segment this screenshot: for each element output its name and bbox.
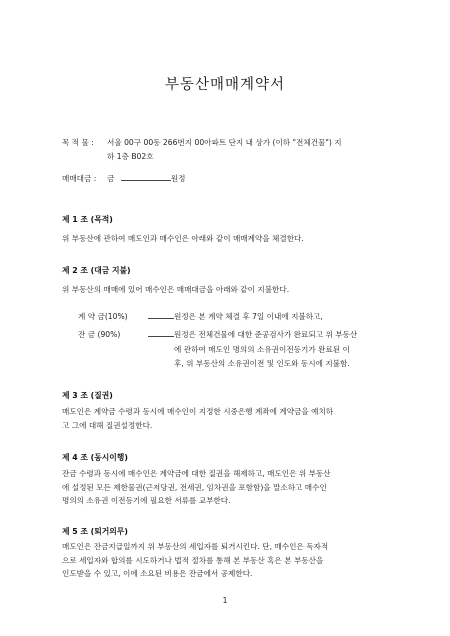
article-4-text: 잔금 수령과 동시에 매수인은 계약금에 대한 질권을 해제하고, 매도인은 위 부동산 에 설정된 모든 제한물권(근저당권, 전세권, 임차권을 포함함)을 말소하고 매수인 명의의 소유권 이전등기에 필요한 서류를 교부한다.: [62, 469, 331, 506]
balance-blank: [148, 329, 174, 337]
object-line-1: 서울 00구 00동 266번지 00아파트 단지 내 상가 (이하 "전체건물") 지: [107, 138, 342, 147]
page-number: 1: [222, 596, 228, 605]
article-5-text: 매도인은 잔금지급일까지 위 부동산의 세입자를 퇴거시킨다. 단, 매수인은 독자적 으로 세입자와 합의를 시도하거나 법적 절차를 통해 본 부동산 혹은 본 부동산을 인도받을 수 있고, 이에 소요된 비용은 잔금에서 공제한다.: [62, 542, 329, 579]
article-3-heading: 제 3 조 (질권): [62, 391, 113, 400]
price-prefix: 금: [107, 174, 115, 183]
article-2-text: 위 부동산의 매매에 있어 매수인은 매매대금을 아래와 같이 지불한다.: [62, 285, 290, 294]
payment-deposit-label: 계 약 금(10%): [78, 312, 128, 321]
payment-balance-label: 잔 금 (90%): [78, 330, 121, 339]
object-line-2: 하 1층 B02호: [107, 152, 154, 161]
document-title: 부동산매매계약서: [164, 77, 286, 93]
object-label: 목 적 물 :: [62, 138, 94, 147]
price-blank: [121, 173, 171, 181]
article-4-heading: 제 4 조 (동시이행): [62, 453, 128, 462]
article-2-heading: 제 2 조 (대금 지불): [62, 266, 131, 275]
price-suffix: 원정: [170, 174, 186, 183]
payment-deposit-text: 원정은 본 계약 체결 후 7일 이내에 지불하고,: [148, 311, 323, 322]
article-1-text: 위 부동산에 관하여 매도인과 매수인은 아래와 같이 매매계약을 체결한다.: [62, 234, 304, 243]
article-5-heading: 제 5 조 (퇴거의무): [62, 527, 128, 536]
price-label: 매매대금 :: [62, 174, 97, 183]
article-1-heading: 제 1 조 (목적): [62, 215, 113, 224]
price-value: [107, 173, 185, 184]
deposit-blank: [148, 311, 174, 319]
payment-balance-line-2: 에 관하여 매도인 명의의 소유권이전등기가 완료된 이: [174, 345, 350, 354]
article-3-text: 매도인은 계약금 수령과 동시에 매수인이 지정한 시중은행 계좌에 계약금을 예치하 고 그에 대해 질권설정한다.: [62, 407, 334, 430]
payment-balance-line-1: 원정은 전체건물에 대한 준공검사가 완료되고 위 부동산: [148, 329, 357, 340]
payment-balance-line-3: 후, 위 부동산의 소유권이전 및 인도와 동시에 지불함.: [174, 359, 350, 368]
